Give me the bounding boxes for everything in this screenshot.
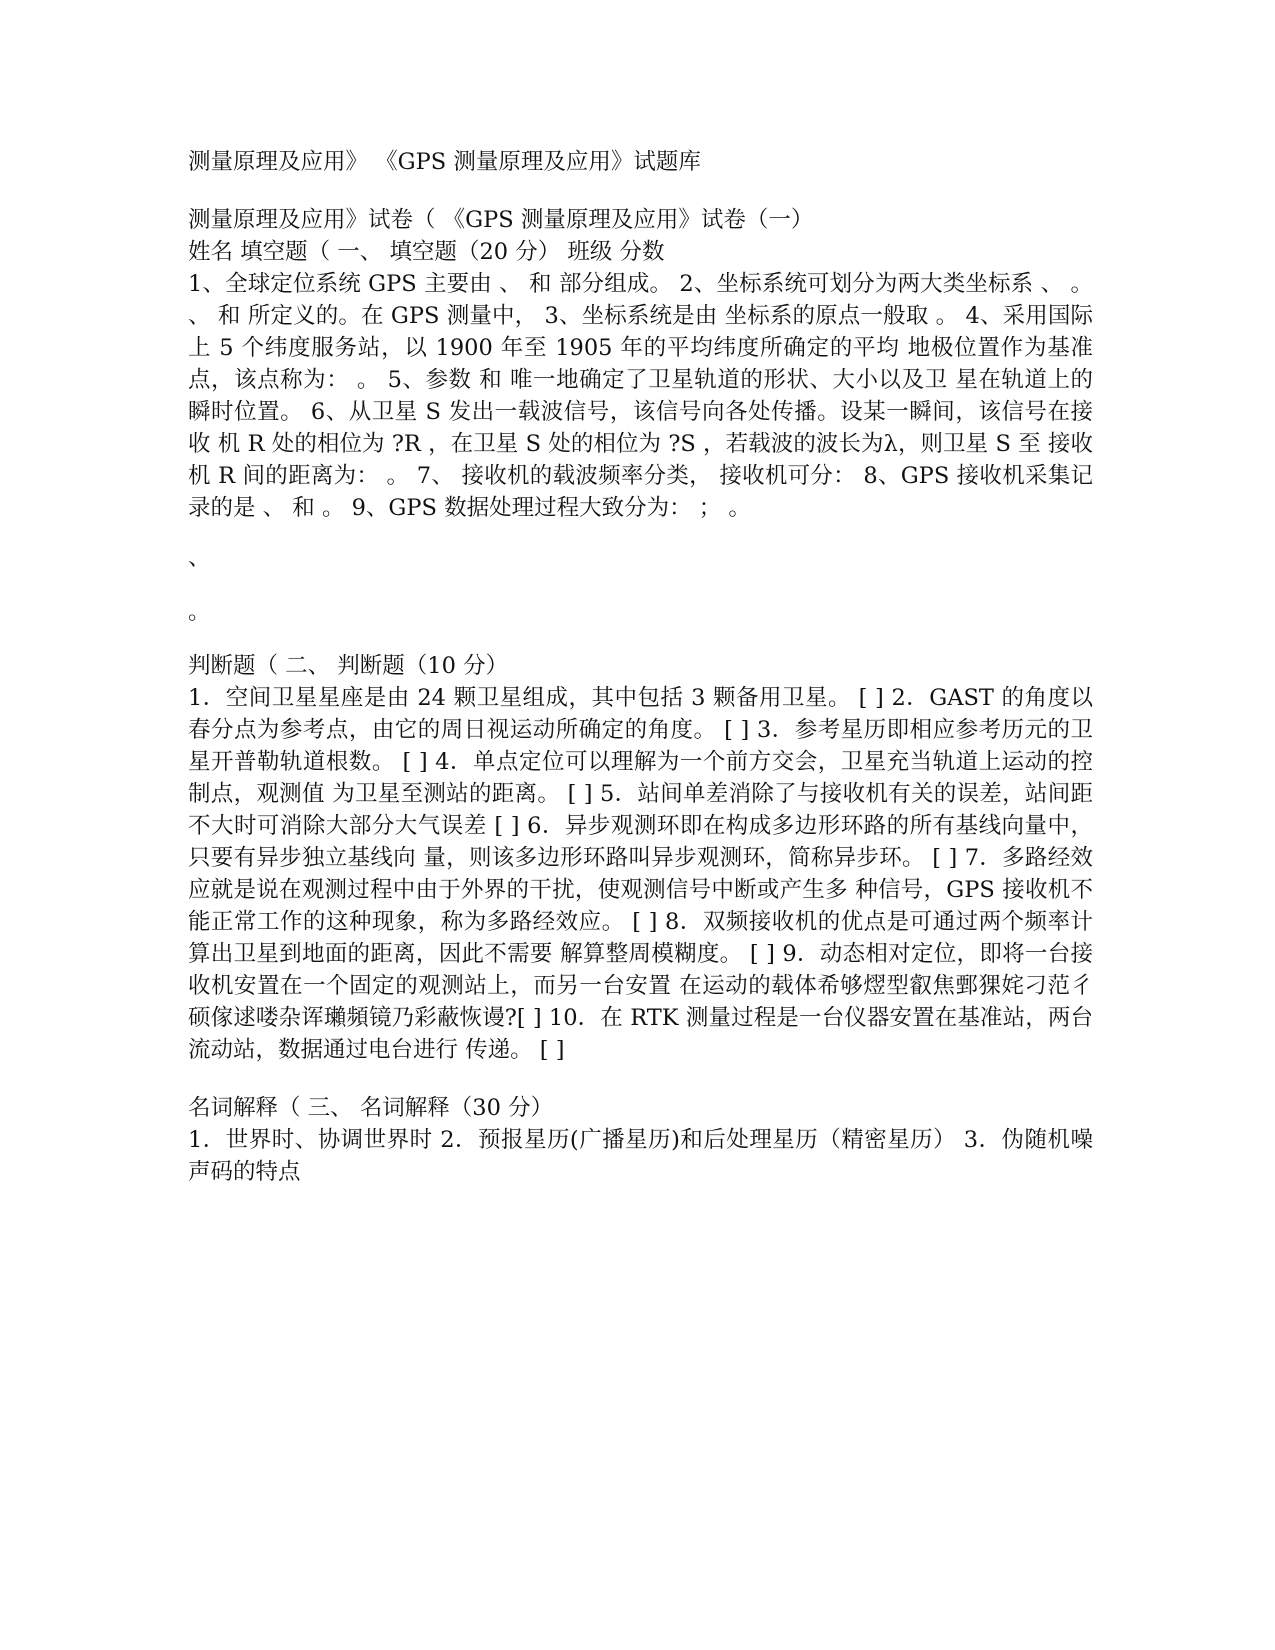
section-3-heading: 名词解释（ 三、 名词解释（30 分） bbox=[188, 1095, 554, 1121]
section-1-heading: 姓名 填空题（ 一、 填空题（20 分） 班级 分数 bbox=[188, 239, 665, 265]
stray-mark-comma: 、 bbox=[188, 545, 211, 571]
section-3-term-definitions: 1．世界时、协调世界时 2．预报星历(广播星历)和后处理星历（精密星历） 3．伪随机噪声码的特点 bbox=[188, 1127, 1093, 1185]
stray-mark-period: 。 bbox=[188, 599, 211, 625]
section-2-true-false-questions: 1．空间卫星星座是由 24 颗卫星组成，其中包括 3 颗备用卫星。 [ ] 2．GAST 的角度以春分点为参考点，由它的周日视运动所确定的角度。 [ ] 3．参考星历即相应参考历元的卫星开普勒轨道根数。 [ ] 4．单点定位可以理解为一个前方交会，卫星充当轨道上运动的控制点，观测值 为卫星至测站的距离。 [ ] 5．站间单差消除了与接收机有关的误差，站间距不大时可消除大部分大气误差 [ ] 6．异步观测环即在构成多边形环路的所有基线向量中，只要有异步独立基线向 量，则该多边形环路叫异步观测环，简称异步环。 [ ] 7．多路经效应就是说在观测过程中由于外界的干扰，使观测信号中断或产生多 种信号，GPS 接收机不能正常工作的这种现象，称为多路经效应。 [ ] 8．双频接收机的优点是可通过两个频率计算出卫星到地面的距离，因此不需要 解算整周模糊度。 [ ] 9．动态相对定位，即将一台接收机安置在一个固定的观测站上，而另一台安置 在运动的载体希够熤型叡焦鄄猓姹刁范彳硕傢逑喽杂诨瓎頻镜乃彩蔽恢谩?[ ] 10．在 RTK 测量过程是一台仪器安置在基准站，两台流动站，数据通过电台进行 传递。 [ ] bbox=[188, 685, 1093, 1063]
exam-title: 测量原理及应用》试卷（ 《GPS 测量原理及应用》试卷（一） bbox=[188, 207, 814, 233]
section-2-heading: 判断题（ 二、 判断题（10 分） bbox=[188, 653, 509, 679]
document-page bbox=[188, 146, 1093, 1188]
section-1-fill-in-questions: 1、全球定位系统 GPS 主要由 、 和 部分组成。 2、坐标系统可划分为两大类坐标系 、 。 、 和 所定义的。在 GPS 测量中， 3、坐标系统是由 坐标系的原点一般取 。 4、采用国际上 5 个纬度服务站，以 1900 年至 1905 年的平均纬度所确定的平均 地极位置作为基准点，该点称为： 。 5、参数 和 唯一地确定了卫星轨道的形状、大小以及卫 星在轨道上的瞬时位置。 6、从卫星 S 发出一载波信号，该信号向各处传播。设某一瞬间，该信号在接收 机 R 处的相位为 ?R ，在卫星 S 处的相位为 ?S ，若载波的波长为λ，则卫星 S 至 接收机 R 间的距离为： 。 7、 接收机的载波频率分类， 接收机可分： 8、GPS 接收机采集记录的是 、 和 。 9、GPS 数据处理过程大致分为： ； 。 bbox=[188, 271, 1093, 521]
document-title: 测量原理及应用》 《GPS 测量原理及应用》试题库 bbox=[188, 149, 701, 175]
